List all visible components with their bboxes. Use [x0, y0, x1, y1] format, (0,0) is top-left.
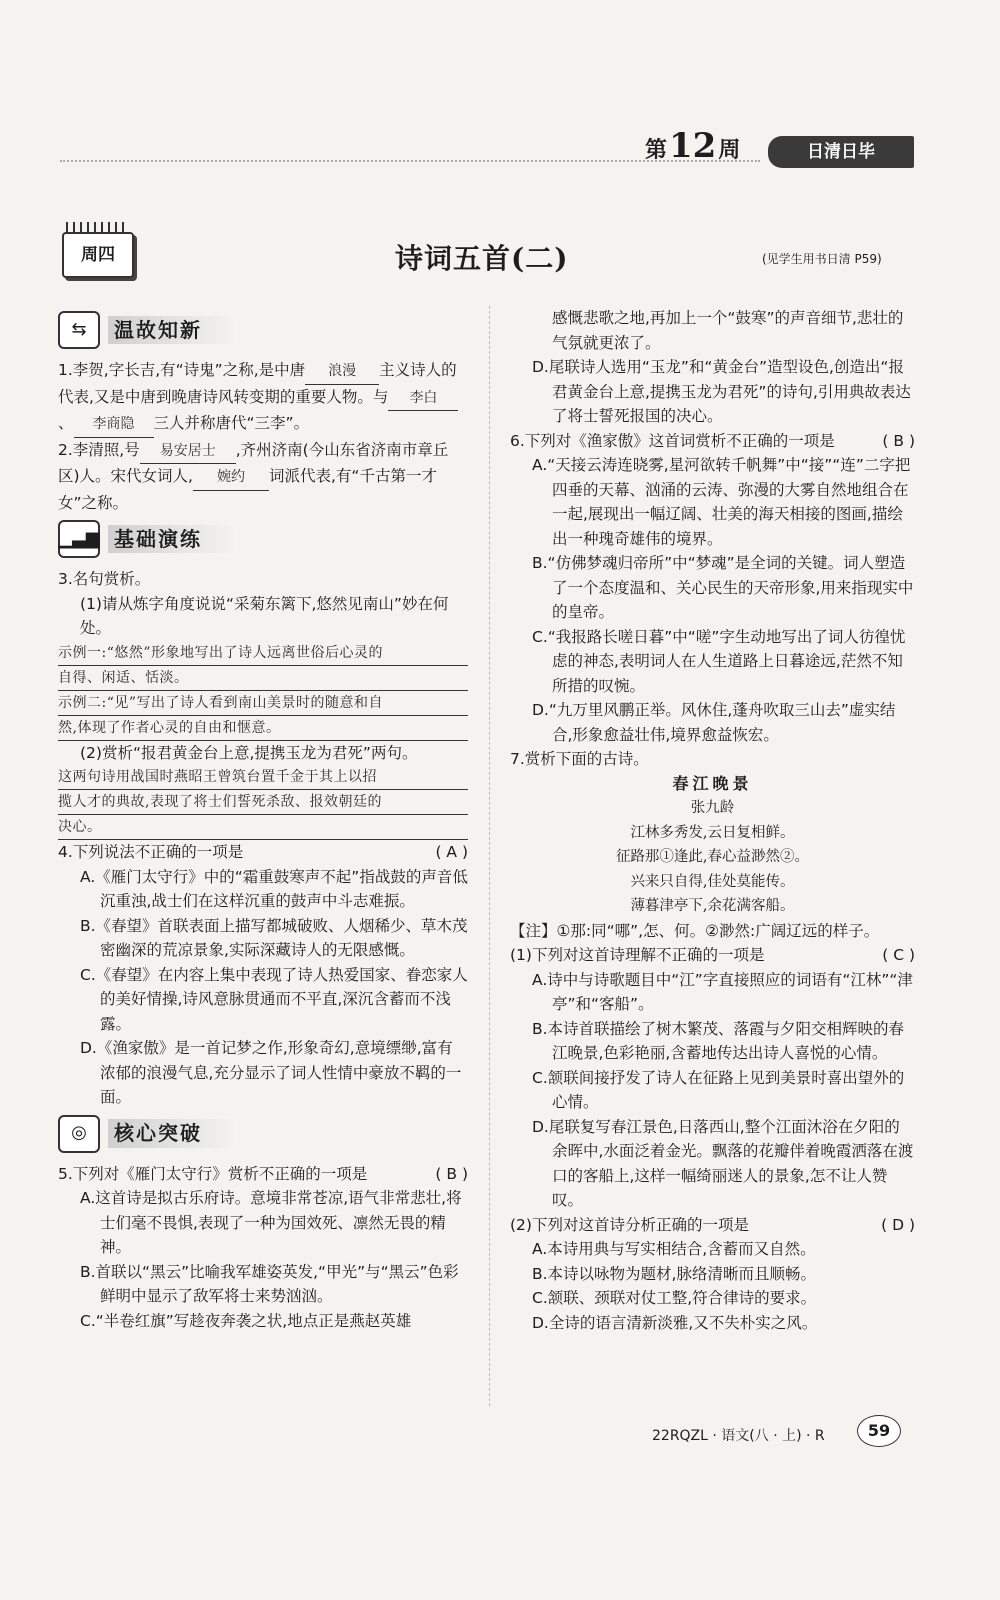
q7-2-stem: (2)下列对这首诗分析正确的一项是 — [510, 1215, 749, 1234]
daily-badge: 日清日毕 — [768, 136, 914, 168]
q4-stem: 4.下列说法不正确的一项是 — [58, 843, 244, 861]
q7-2-answer: ( D ) — [881, 1215, 915, 1234]
question-7-1 — [510, 943, 915, 968]
question-3-2: (2)赏析“报君黄金台上意,提携玉龙为君死”两句。 — [80, 743, 418, 762]
q6-option-c: C.“我报路长嗟日暮”中“嗟”字生动地写出了词人彷徨忧虑的神态,表明词人在人生道路上日暮途远,茫然不知所措的叹惋。 — [532, 627, 906, 695]
q3-2-answer-line-1: 这两句诗用战国时燕昭王曾筑台置千金于其上以招 — [58, 765, 468, 790]
q1-answer-1: 浪漫 — [305, 359, 379, 385]
poem-note: 【注】①那:同“哪”,怎、何。②渺然:广阔辽远的样子。 — [510, 921, 880, 940]
week-prefix: 第 — [645, 137, 668, 163]
page-number: 59 — [857, 1415, 901, 1447]
q3-1-answer-line-3: 示例二:“见”写出了诗人看到南山美景时的随意和自 — [58, 691, 468, 716]
section-basic-title: 基础演练 — [108, 525, 236, 554]
poem-line-4: 薄暮津亭下,余花满客船。 — [630, 898, 795, 914]
q6-answer: ( B ) — [882, 431, 915, 450]
q5-option-b: B.首联以“黑云”比喻我军雄姿英发,“甲光”与“黑云”色彩鲜明中显示了敌军将士来势汹汹。 — [80, 1262, 459, 1305]
q1-text-d: 三人并称唐代“三李”。 — [153, 414, 310, 432]
q7-1-option-b: B.本诗首联描绘了树木繁茂、落霞与夕阳交相辉映的春江晚景,色彩艳丽,含蓄地传达出诗人喜悦的心情。 — [532, 1019, 905, 1062]
question-3-1: (1)请从炼字角度说说“采菊东篱下,悠然见南山”妙在何处。 — [80, 594, 449, 637]
q7-2-option-d: D.全诗的语言清新淡雅,又不失朴实之风。 — [532, 1313, 818, 1332]
q2-answer-1: 易安居士 — [140, 439, 236, 465]
question-3: 3.名句赏析。 — [58, 570, 151, 588]
week-number: 12 — [669, 126, 717, 166]
section-basic — [58, 519, 468, 559]
q3-1-answer-line-2: 自得、闲适、恬淡。 — [58, 666, 468, 691]
weekday-tag: 周四 — [62, 232, 134, 278]
section-core-title: 核心突破 — [108, 1119, 236, 1148]
poem-line-1: 江林多秀发,云日复相鲜。 — [630, 824, 795, 841]
q7-1-stem: (1)下列对这首诗理解不正确的一项是 — [510, 946, 765, 964]
q6-option-b: B.“仿佛梦魂归帝所”中“梦魂”是全词的关键。词人塑造了一个态度温和、关心民生的天帝形象,用来指现实中的皇帝。 — [532, 554, 914, 621]
question-7-2 — [510, 1213, 915, 1238]
q1-answer-3: 李商隐 — [74, 412, 154, 438]
q5-answer: ( B ) — [435, 1164, 468, 1183]
bar-chart-icon: ▁▃▆ — [58, 520, 100, 558]
right-column — [510, 306, 915, 1335]
q7-1-answer: ( C ) — [882, 946, 915, 964]
notebook-rings-icon — [66, 222, 126, 232]
q5-option-c-continued: 感慨悲歌之地,再加上一个“鼓寒”的声音细节,悲壮的气氛就更浓了。 — [552, 309, 904, 352]
q6-option-d: D.“九万里风鹏正举。风休住,蓬舟吹取三山去”虚实结合,形象愈益壮伟,境界愈益恢宏。 — [532, 701, 896, 744]
q5-option-a: A.这首诗是拟古乐府诗。意境非常苍凉,语气非常悲壮,将士们毫不畏惧,表现了一种为国效死、凛然无畏的精神。 — [80, 1189, 462, 1256]
column-divider — [489, 306, 490, 1406]
q2-text-c: 词派代表,有“千古第一才女”之称。 — [58, 467, 437, 512]
question-2 — [58, 438, 468, 516]
q1-answer-2: 李白 — [388, 386, 458, 412]
section-review-title: 温故知新 — [108, 316, 236, 345]
q7-1-option-d: D.尾联复写春江景色,日落西山,整个江面沐浴在夕阳的余晖中,水面泛着金光。飘落的花瓣伴着晚霞洒落在渡口的客船上,这样一幅绮丽迷人的景象,怎不让人赞叹。 — [532, 1117, 914, 1209]
question-5 — [58, 1162, 468, 1187]
q4-answer: ( A ) — [435, 843, 468, 861]
poem-line-2: 征路那①逢此,春心益渺然②。 — [615, 849, 810, 865]
q7-2-option-b: B.本诗以咏物为题材,脉络清晰而且顺畅。 — [532, 1264, 816, 1283]
q1-text-b: 主义诗人的代表,又是中唐到晚唐诗风转变期的重要人物。与 — [58, 361, 457, 406]
q3-2-answer-line-2: 揽人才的典故,表现了将士们誓死杀敌、报效朝廷的 — [58, 790, 468, 815]
header-divider — [60, 160, 760, 162]
week-suffix: 周 — [718, 137, 741, 163]
q3-1-answer-line-4: 然,体现了作者心灵的自由和惬意。 — [58, 716, 468, 741]
q4-option-c: C.《春望》在内容上集中表现了诗人热爱国家、眷恋家人的美好情操,诗风意脉贯通而不平直,深沉含蓄而不浅露。 — [80, 965, 468, 1033]
question-4 — [58, 840, 468, 865]
question-7: 7.赏析下面的古诗。 — [510, 750, 649, 768]
left-column — [58, 306, 468, 1333]
target-icon: ◎ — [58, 1115, 100, 1153]
q7-2-option-a: A.本诗用典与写实相结合,含蓄而又自然。 — [532, 1240, 816, 1258]
arrows-icon: ⇆ — [58, 311, 100, 349]
q6-option-a: A.“天接云涛连晓雾,星河欲转千帆舞”中“接”“连”二字把四垂的天幕、汹涌的云涛、弥漫的大雾自然地组合在一起,展现出一幅辽阔、壮美的海天相接的图画,描绘出一种瑰奇雄伟的境界。 — [532, 456, 911, 548]
q7-1-option-c: C.颔联间接抒发了诗人在征路上见到美景时喜出望外的心情。 — [532, 1068, 905, 1111]
q1-text-a: 1.李贺,字长吉,有“诗鬼”之称,是中唐 — [58, 361, 306, 379]
poem-author: 张九龄 — [690, 800, 735, 816]
poem-title: 春江晚景 — [672, 773, 753, 793]
q5-option-d: D.尾联诗人选用“玉龙”和“黄金台”造型设色,创造出“报君黄金台上意,提携玉龙为君死”的诗句,引用典故表达了将士誓死报国的决心。 — [532, 358, 911, 425]
q4-option-a: A.《雁门太守行》中的“霜重鼓寒声不起”指战鼓的声音低沉重浊,战士们在这样沉重的鼓声中斗志难振。 — [80, 867, 468, 910]
q2-text-b: ,齐州济南(今山东省济南市章丘区)人。宋代女词人, — [58, 440, 449, 485]
reference-note: (见学生用书日清 P59) — [762, 252, 882, 266]
q4-option-d: D.《渔家傲》是一首记梦之作,形象奇幻,意境缥缈,富有浓郁的浪漫气息,充分显示了词人性情中豪放不羁的一面。 — [80, 1039, 462, 1106]
q6-stem: 6.下列对《渔家傲》这首词赏析不正确的一项是 — [510, 431, 835, 450]
q5-stem: 5.下列对《雁门太守行》赏析不正确的一项是 — [58, 1164, 368, 1183]
question-1 — [58, 358, 468, 438]
q4-option-b: B.《春望》首联表面上描写都城破败、人烟稀少、草木茂密幽深的荒凉景象,实际深藏诗人的无限感慨。 — [80, 916, 468, 959]
question-6 — [510, 429, 915, 454]
book-code: 22RQZL · 语文(八 · 上) · R — [652, 1428, 825, 1444]
q3-1-answer-line-1: 示例一:“悠然”形象地写出了诗人远离世俗后心灵的 — [58, 641, 468, 666]
poem-block — [510, 772, 915, 919]
page-title: 诗词五首(二) — [395, 242, 569, 275]
poem-line-3: 兴来只自得,佳处莫能传。 — [630, 873, 795, 890]
q5-option-c: C.“半卷红旗”写趁夜奔袭之状,地点正是燕赵英雄 — [80, 1311, 412, 1330]
q1-text-c: 、 — [58, 414, 74, 432]
section-review — [58, 310, 468, 350]
q2-answer-2: 婉约 — [193, 465, 269, 491]
q7-1-option-a: A.诗中与诗歌题目中“江”字直接照应的词语有“江林”“津亭”和“客船”。 — [532, 970, 913, 1013]
section-core — [58, 1114, 468, 1154]
q7-2-option-c: C.颔联、颈联对仗工整,符合律诗的要求。 — [532, 1289, 817, 1307]
q3-2-answer-line-3: 决心。 — [58, 815, 468, 840]
q2-text-a: 2.李清照,号 — [58, 440, 140, 459]
